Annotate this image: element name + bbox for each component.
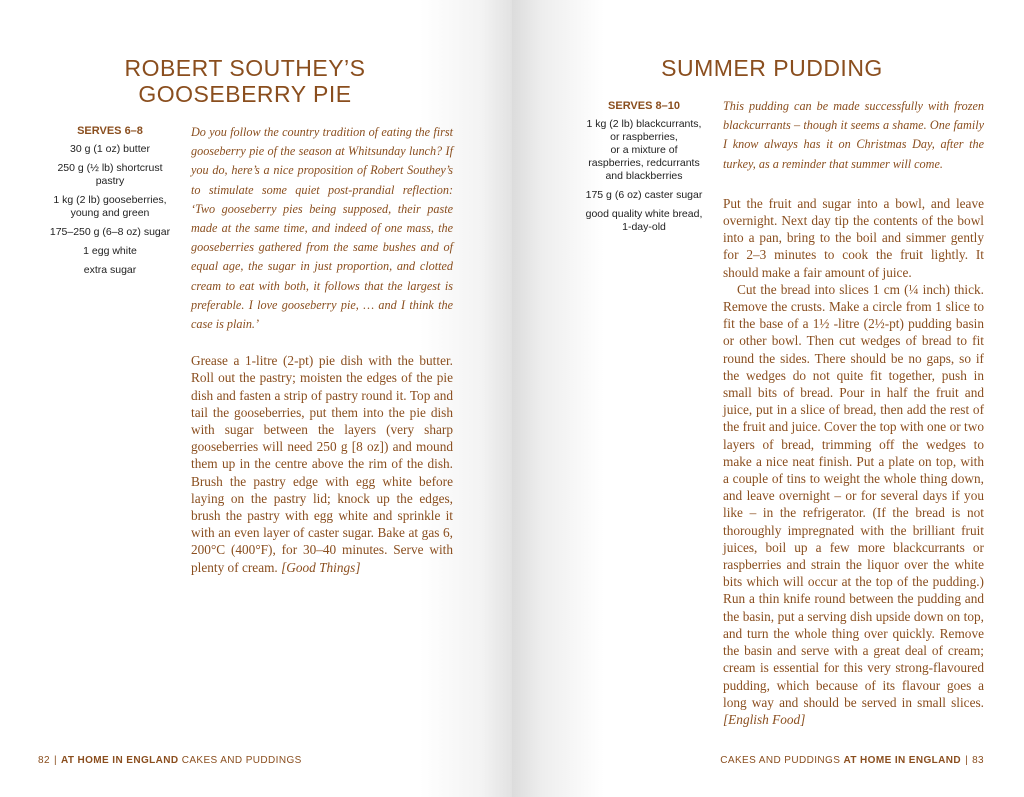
- ingredient-item: 1 kg (2 lb) gooseberries, young and green: [53, 194, 167, 219]
- recipe-text-column: [191, 123, 453, 576]
- page-number: 82: [38, 755, 50, 766]
- section-name: CAKES AND PUDDINGS: [720, 755, 841, 766]
- ingredient-item: extra sugar: [83, 264, 137, 276]
- intro-paragraph: Do you follow the country tradition of eating the first gooseberry pie of the season at Whitsunday lunch? If you do, here’s a nice proposition of Robert Southey’s to stimulate some quiet post-prandial reflection: ‘Two gooseberry pies being supposed, their paste made at the same time, and indeed of one mass, the gooseberries gathered from the same bushes and of equal age, the sugar in just proportion, and clotted cream to eat with both, it follows that the largest is preferable. I love gooseberry pie, … and I think the case is plain.’: [191, 125, 453, 332]
- serves-label: SERVES 8–10: [608, 100, 680, 112]
- page-number: 83: [972, 755, 984, 766]
- ingredient-item: 175–250 g (6–8 oz) sugar: [49, 226, 171, 238]
- method-text: Grease a 1-litre (2-pt) pie dish with the butter. Roll out the pastry; moisten the edges of the pie dish and fasten a strip of pastry round it. Top and tail the gooseberries, put them into the pie dish with sugar between the layers (very sharp gooseberries will need 250 g [8 oz]) and mound them up in the centre above the rim of the dish. Brush the pastry edge with egg white before laying on the pastry lid; knock up the edges, brush the pastry with egg white and sprinkle it with an even layer of caster sugar. Bake at gas 6, 200°C (400°F), for 30–40 minutes. Serve with plenty of cream.: [191, 353, 453, 575]
- ingredient-item: 1 kg (2 lb) blackcurrants, or raspberries, or a mixture of raspberries, redcurrants and blackberries: [586, 118, 702, 182]
- ingredients-column: [570, 100, 718, 240]
- recipe-text-column: [723, 97, 984, 728]
- serves-label: SERVES 6–8: [77, 125, 143, 137]
- book-title: AT HOME IN ENGLAND: [843, 755, 962, 766]
- book-title: AT HOME IN ENGLAND: [60, 755, 179, 766]
- page-footer-left: [38, 755, 302, 766]
- source-citation: [Good Things]: [281, 559, 361, 575]
- source-citation: [English Food]: [723, 711, 806, 727]
- title-line-1: SUMMER PUDDING: [661, 55, 883, 81]
- method-paragraph: [723, 281, 984, 728]
- ingredient-item: 1 egg white: [83, 245, 137, 257]
- recipe-title-summer-pudding: [622, 55, 922, 81]
- intro-paragraph: This pudding can be made successfully with frozen blackcurrants – though it seems a shame. One family I know always has it on Christmas Day, after the turkey, as a reminder that summer will come.: [723, 99, 984, 171]
- ingredients-column: [40, 125, 180, 283]
- right-page: [512, 0, 1024, 797]
- page-footer-right: [720, 755, 984, 766]
- title-line-2: GOOSEBERRY PIE: [138, 81, 352, 107]
- ingredient-item: 175 g (6 oz) caster sugar: [585, 189, 703, 201]
- ingredient-item: good quality white bread, 1-day-old: [585, 208, 703, 233]
- section-name: CAKES AND PUDDINGS: [181, 755, 302, 766]
- method-paragraph: Put the fruit and sugar into a bowl, and leave overnight. Next day tip the contents of the bowl into a pan, bring to the boil and simmer gently for 2–3 minutes to cook the fruit lightly. It should make a fair amount of juice.: [723, 195, 984, 280]
- recipe-title-gooseberry-pie: [90, 55, 400, 107]
- method-paragraph: [191, 352, 453, 576]
- title-line-1: ROBERT SOUTHEY’S: [124, 55, 366, 81]
- ingredient-item: 30 g (1 oz) butter: [70, 143, 150, 155]
- ingredient-item: 250 g (½ lb) shortcrust pastry: [57, 162, 163, 187]
- footer-separator: |: [53, 755, 57, 766]
- method-text: Cut the bread into slices 1 cm (¼ inch) thick. Remove the crusts. Make a circle from 1 slice to fit the base of a 1½ -litre (2½-pt) pudding basin or other bowl. Then cut wedges of bread to fit round the sides. There should be no gaps, so if the wedges do not quite fit together, push in small bits of bread. Pour in half the fruit and juice, put in a slice of bread, then add the rest of the fruit and juice. Cover the top with one or two layers of bread, trimming off the wedges to make a nice neat finish. Put a plate on top, with a couple of tins to weight the whole thing down, and leave overnight – or for several days if you like – in the refrigerator. (If the bread is not thoroughly impregnated with the brilliant fruit juices, boil up a few more blackcurrants or raspberries and strain the liquor over the white bits which will occur at the top of the pudding.) Run a thin knife round between the pudding and the basin, put a serving dish upside down on top, and turn the whole thing over quickly. Remove the basin and serve with a great deal of cream; cream is essential for this very strong-flavoured pudding, which because of its flavour goes a long way and should be served in small slices.: [723, 281, 984, 710]
- footer-separator: |: [965, 755, 969, 766]
